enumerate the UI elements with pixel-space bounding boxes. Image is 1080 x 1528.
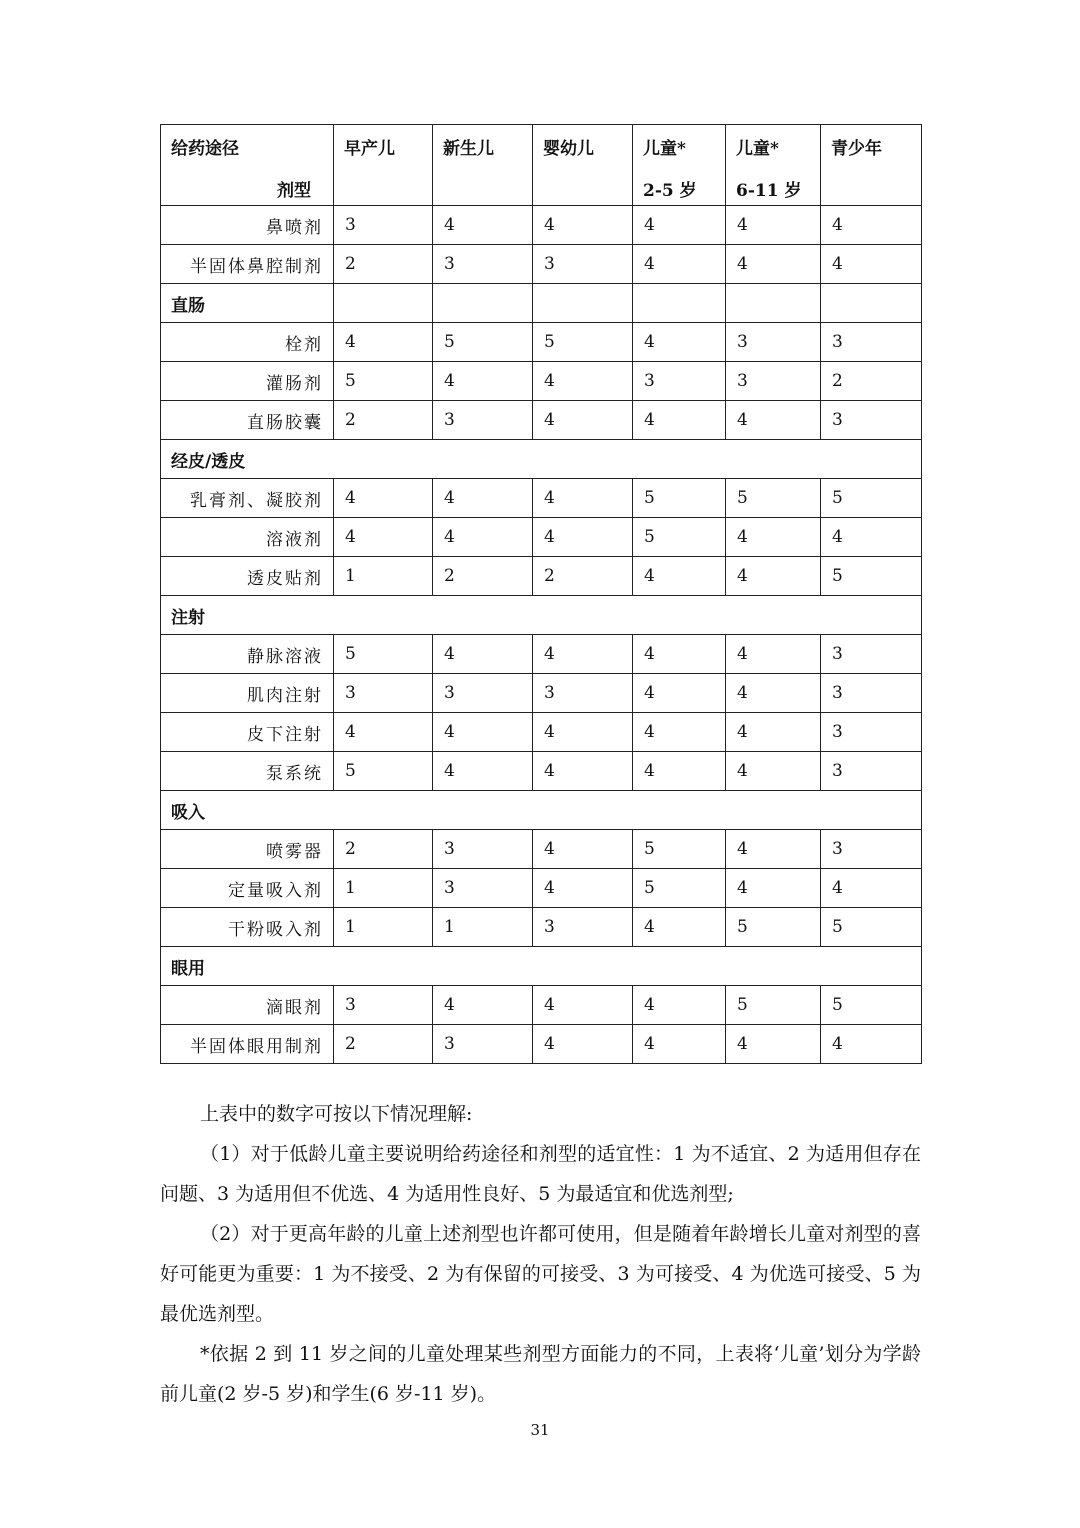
score-cell: 4 [533, 986, 633, 1025]
score-cell: 4 [726, 674, 821, 713]
score-cell: 1 [334, 557, 433, 596]
table-row [161, 674, 922, 713]
empty-cell [726, 284, 821, 323]
table-row [161, 713, 922, 752]
score-cell: 4 [633, 323, 726, 362]
score-cell: 4 [633, 752, 726, 791]
score-cell: 4 [334, 713, 433, 752]
category-row [161, 596, 922, 635]
score-cell: 4 [433, 635, 533, 674]
table-row [161, 635, 922, 674]
score-cell: 4 [726, 869, 821, 908]
score-cell: 4 [334, 479, 433, 518]
score-cell: 3 [821, 674, 922, 713]
dosage-form-cell: 溶液剂 [161, 518, 334, 557]
score-cell: 2 [433, 557, 533, 596]
score-cell: 3 [821, 713, 922, 752]
score-cell: 4 [726, 206, 821, 245]
score-cell: 4 [633, 986, 726, 1025]
dosage-form-cell: 半固体鼻腔制剂 [161, 245, 334, 284]
score-cell: 3 [821, 401, 922, 440]
score-cell: 3 [726, 323, 821, 362]
score-cell: 3 [533, 245, 633, 284]
score-cell: 4 [633, 1025, 726, 1064]
score-cell: 5 [726, 986, 821, 1025]
score-cell: 5 [726, 908, 821, 947]
score-cell: 4 [633, 245, 726, 284]
table-header-row [161, 125, 922, 206]
score-cell: 2 [821, 362, 922, 401]
category-label: 注射 [161, 596, 922, 635]
score-cell: 3 [821, 635, 922, 674]
score-cell: 4 [633, 557, 726, 596]
score-cell: 5 [334, 635, 433, 674]
score-cell: 3 [433, 869, 533, 908]
score-cell: 4 [633, 674, 726, 713]
table-row [161, 518, 922, 557]
score-cell: 4 [533, 752, 633, 791]
score-cell: 3 [533, 674, 633, 713]
score-cell: 5 [334, 362, 433, 401]
score-cell: 4 [726, 557, 821, 596]
table-row [161, 323, 922, 362]
column-header [334, 125, 433, 206]
column-header [821, 125, 922, 206]
notes-intro: 上表中的数字可按以下情况理解: [200, 1103, 473, 1125]
score-cell: 1 [334, 908, 433, 947]
score-cell: 3 [433, 674, 533, 713]
score-cell: 4 [433, 206, 533, 245]
score-cell: 2 [334, 245, 433, 284]
column-label: 青少年 [831, 139, 882, 159]
score-cell: 4 [533, 869, 633, 908]
score-cell: 4 [533, 206, 633, 245]
score-cell: 4 [533, 362, 633, 401]
column-header [533, 125, 633, 206]
score-cell: 4 [726, 713, 821, 752]
notes-item-2: （2）对于更高年龄的儿童上述剂型也许都可使用，但是随着年龄增长儿童对剂型的喜好可能更为重要：1 为不接受、2 为有保留的可接受、3 为可接受、4 为优选可接受、5 为最优选剂型。 [160, 1223, 921, 1325]
score-cell: 4 [533, 401, 633, 440]
score-cell: 4 [821, 245, 922, 284]
category-row [161, 791, 922, 830]
table-row [161, 752, 922, 791]
page-number: 31 [530, 1421, 550, 1439]
score-cell: 5 [821, 479, 922, 518]
score-cell: 4 [726, 635, 821, 674]
dosage-form-cell: 喷雾器 [161, 830, 334, 869]
dosage-form-cell: 皮下注射 [161, 713, 334, 752]
score-cell: 4 [334, 518, 433, 557]
score-cell: 5 [633, 830, 726, 869]
score-cell: 3 [334, 986, 433, 1025]
score-cell: 4 [533, 635, 633, 674]
form-label: 剂型 [277, 181, 311, 201]
table-row [161, 479, 922, 518]
dosage-form-cell: 半固体眼用制剂 [161, 1025, 334, 1064]
column-sublabel: 2-5 岁 [643, 181, 697, 201]
category-label: 经皮/透皮 [161, 440, 922, 479]
column-label: 新生儿 [443, 139, 494, 159]
score-cell: 4 [533, 518, 633, 557]
score-cell: 4 [433, 713, 533, 752]
column-label: 早产儿 [344, 139, 395, 159]
category-label: 吸入 [161, 791, 922, 830]
score-cell: 1 [433, 908, 533, 947]
score-cell: 4 [821, 1025, 922, 1064]
score-cell: 4 [726, 1025, 821, 1064]
score-cell: 2 [334, 1025, 433, 1064]
score-cell: 1 [334, 869, 433, 908]
table-row [161, 362, 922, 401]
score-cell: 4 [433, 362, 533, 401]
score-cell: 5 [334, 752, 433, 791]
score-cell: 5 [633, 518, 726, 557]
column-label: 婴幼儿 [543, 139, 594, 159]
dosage-form-cell: 定量吸入剂 [161, 869, 334, 908]
score-cell: 4 [533, 1025, 633, 1064]
score-cell: 5 [726, 479, 821, 518]
category-row [161, 440, 922, 479]
dosage-form-cell: 直肠胶囊 [161, 401, 334, 440]
column-header [433, 125, 533, 206]
score-cell: 2 [334, 401, 433, 440]
score-cell: 4 [633, 401, 726, 440]
table-row [161, 206, 922, 245]
category-label: 眼用 [161, 947, 922, 986]
score-cell: 3 [334, 206, 433, 245]
table-row [161, 401, 922, 440]
notes-item-1: （1）对于低龄儿童主要说明给药途径和剂型的适宜性：1 为不适宜、2 为适用但存在问题、3 为适用但不优选、4 为适用性良好、5 为最适宜和优选剂型; [160, 1143, 921, 1205]
column-header [633, 125, 726, 206]
score-cell: 3 [533, 908, 633, 947]
table-row [161, 986, 922, 1025]
dosage-form-cell: 肌肉注射 [161, 674, 334, 713]
table-row [161, 830, 922, 869]
score-cell: 5 [821, 908, 922, 947]
score-cell: 3 [821, 752, 922, 791]
column-label: 儿童* [736, 139, 779, 159]
empty-cell [533, 284, 633, 323]
dosage-form-cell: 鼻喷剂 [161, 206, 334, 245]
table-row [161, 869, 922, 908]
score-cell: 3 [726, 362, 821, 401]
score-cell: 4 [726, 401, 821, 440]
dosage-form-cell: 乳膏剂、凝胶剂 [161, 479, 334, 518]
header-corner-cell [161, 125, 334, 206]
dosage-form-cell: 静脉溶液 [161, 635, 334, 674]
route-label: 给药途径 [171, 139, 239, 159]
score-cell: 4 [633, 635, 726, 674]
score-cell: 4 [533, 830, 633, 869]
dosage-form-cell: 透皮贴剂 [161, 557, 334, 596]
score-cell: 3 [433, 245, 533, 284]
empty-cell [433, 284, 533, 323]
table-row [161, 908, 922, 947]
score-cell: 4 [633, 713, 726, 752]
score-cell: 4 [433, 752, 533, 791]
score-cell: 5 [633, 479, 726, 518]
category-row [161, 284, 922, 323]
table-row [161, 1025, 922, 1064]
score-cell: 4 [433, 986, 533, 1025]
score-cell: 2 [334, 830, 433, 869]
column-sublabel: 6-11 岁 [736, 181, 802, 201]
score-cell: 4 [633, 206, 726, 245]
score-cell: 4 [433, 479, 533, 518]
column-label: 儿童* [643, 139, 686, 159]
column-header [726, 125, 821, 206]
score-cell: 5 [821, 557, 922, 596]
score-cell: 4 [726, 752, 821, 791]
category-row [161, 947, 922, 986]
score-cell: 4 [334, 323, 433, 362]
score-cell: 4 [726, 518, 821, 557]
score-cell: 5 [821, 986, 922, 1025]
notes-footnote: *依据 2 到 11 岁之间的儿童处理某些剂型方面能力的不同，上表将‘儿童’划分为学龄前儿童(2 岁-5 岁)和学生(6 岁-11 岁)。 [160, 1343, 921, 1405]
dosage-form-cell: 灌肠剂 [161, 362, 334, 401]
score-cell: 3 [433, 830, 533, 869]
score-cell: 4 [533, 713, 633, 752]
dosage-form-table [160, 124, 922, 1064]
dosage-form-cell: 泵系统 [161, 752, 334, 791]
score-cell: 4 [433, 518, 533, 557]
score-cell: 5 [433, 323, 533, 362]
dosage-form-cell: 干粉吸入剂 [161, 908, 334, 947]
dosage-form-cell: 滴眼剂 [161, 986, 334, 1025]
empty-cell [821, 284, 922, 323]
score-cell: 5 [533, 323, 633, 362]
dosage-form-cell: 栓剂 [161, 323, 334, 362]
score-cell: 4 [821, 869, 922, 908]
notes-section [160, 1094, 921, 1414]
score-cell: 4 [533, 479, 633, 518]
score-cell: 2 [533, 557, 633, 596]
empty-cell [334, 284, 433, 323]
score-cell: 4 [821, 518, 922, 557]
score-cell: 4 [726, 245, 821, 284]
score-cell: 5 [633, 869, 726, 908]
table-row [161, 557, 922, 596]
score-cell: 3 [433, 1025, 533, 1064]
score-cell: 3 [821, 323, 922, 362]
score-cell: 4 [821, 206, 922, 245]
score-cell: 3 [334, 674, 433, 713]
empty-cell [633, 284, 726, 323]
score-cell: 3 [433, 401, 533, 440]
category-label: 直肠 [161, 284, 334, 323]
table-row [161, 245, 922, 284]
score-cell: 4 [633, 908, 726, 947]
score-cell: 4 [726, 830, 821, 869]
score-cell: 3 [821, 830, 922, 869]
score-cell: 3 [633, 362, 726, 401]
